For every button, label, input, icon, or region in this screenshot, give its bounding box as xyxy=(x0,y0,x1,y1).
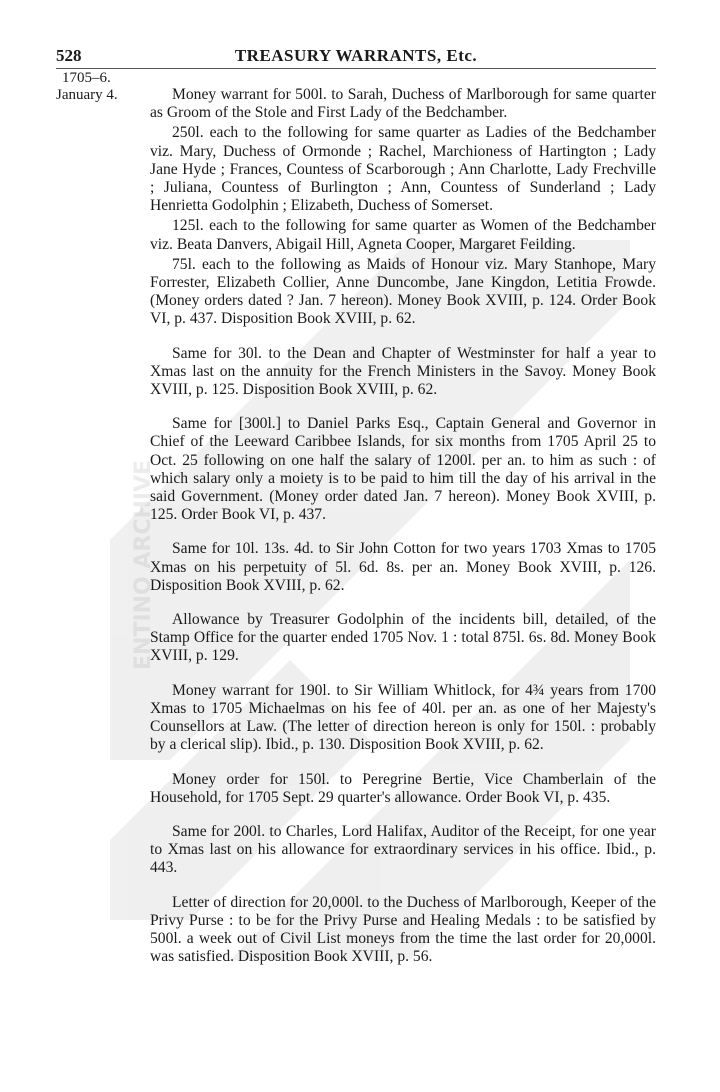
margin-date: January 4. xyxy=(56,87,118,103)
entry-paragraph: Money warrant for 190l. to Sir William Whitlock, for 4¾ years from 1700 Xmas to 1705 Michaelmas on his fee of 40l. per an. as one of her Majesty's Counsellors at Law. (The letter of direction hereon is only for 150l. : probably by a clerical slip). Ibid., p. 130. Disposition Book XVIII, p. 62. xyxy=(150,681,656,754)
entry-paragraph: 250l. each to the following for same quarter as Ladies of the Bedchamber viz. Mary, Duchess of Ormonde ; Rachel, Marchioness of Hartington ; Lady Jane Hyde ; Frances, Countess of Scarborough ; Ann Charlotte, Lady Frechville ; Juliana, Countess of Burlington ; Ann, Countess of Sunderland ; Lady Henrietta Godolphin ; Elizabeth, Duchess of Somerset. xyxy=(150,124,656,215)
watermark-text: ENTINO ARCHIVE xyxy=(131,459,156,670)
page-header xyxy=(56,46,656,68)
entry-paragraph: 125l. each to the following for same quarter as Women of the Bedchamber viz. Beata Danvers, Abigail Hill, Agneta Cooper, Margaret Feilding. xyxy=(150,217,656,253)
page-number: 528 xyxy=(56,46,82,65)
entry-paragraph: Same for 200l. to Charles, Lord Halifax, Auditor of the Receipt, for one year to Xmas last on his allowance for extraordinary services in his office. Ibid., p. 443. xyxy=(150,822,656,877)
main-text xyxy=(150,86,656,966)
entry-paragraph: Money order for 150l. to Peregrine Bertie, Vice Chamberlain of the Household, for 1705 Sept. 29 quarter's allowance. Order Book VI, p. 435. xyxy=(150,770,656,806)
page-title: TREASURY WARRANTS, Etc. xyxy=(234,46,478,65)
entry-paragraph: Allowance by Treasurer Godolphin of the incidents bill, detailed, of the Stamp Office for the quarter ended 1705 Nov. 1 : total 875l. 6s. 8d. Money Book XVIII, p. 129. xyxy=(150,611,656,665)
entry-paragraph: Letter of direction for 20,000l. to the Duchess of Marlborough, Keeper of the Privy Purse : to be for the Privy Purse and Healing Medals : to be satisfied by 500l. a week out of Civil List moneys from the time the last order for 20,000l. was satisfied. Disposition Book XVIII, p. 56. xyxy=(150,893,656,966)
margin-year: 1705–6. xyxy=(62,70,111,86)
entry-paragraph: Same for [300l.] to Daniel Parks Esq., Captain General and Governor in Chief of the Leeward Caribbee Islands, for six months from 1705 April 25 to Oct. 25 following on one half the salary of 1200l. per an. to him as such : of which salary only a moiety is to be paid to him till the day of his arrival in the said Government. (Money order dated Jan. 7 hereon). Money Book XVIII, p. 125. Order Book VI, p. 437. xyxy=(150,415,656,524)
entry-paragraph: Money warrant for 500l. to Sarah, Duchess of Marlborough for same quarter as Groom of the Stole and First Lady of the Bedchamber. xyxy=(150,86,656,122)
entry-paragraph: Same for 10l. 13s. 4d. to Sir John Cotton for two years 1703 Xmas to 1705 Xmas on his perpetuity of 5l. 6d. 8s. per an. Money Book XVIII, p. 126. Disposition Book XVIII, p. 62. xyxy=(150,540,656,594)
entry-paragraph: 75l. each to the following as Maids of Honour viz. Mary Stanhope, Mary Forrester, Elizabeth Collier, Anne Duncombe, Jane Kingdon, Letitia Frowde. (Money orders dated ? Jan. 7 hereon). Money Book XVIII, p. 124. Order Book VI, p. 437. Disposition Book XVIII, p. 62. xyxy=(150,255,656,328)
entry-paragraph: Same for 30l. to the Dean and Chapter of Westminster for half a year to Xmas last on the annuity for the French Ministers in the Savoy. Money Book XVIII, p. 125. Disposition Book XVIII, p. 62. xyxy=(150,344,656,399)
header-rule xyxy=(56,68,656,69)
